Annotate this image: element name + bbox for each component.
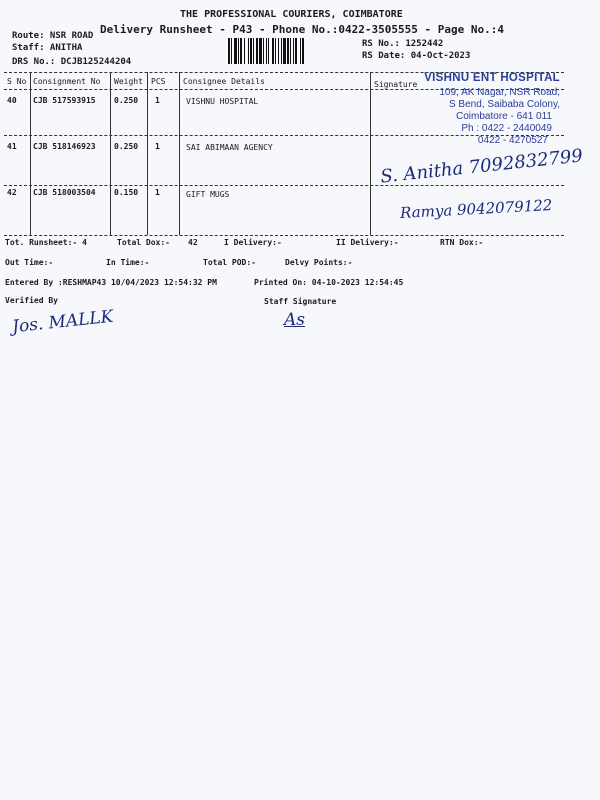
stamp-hospital-name: VISHNU ENT HOSPITAL [424,72,560,84]
handwritten-signature-row42: Ramya 9042079122 [399,196,553,222]
total-pod: Total POD:- [203,258,256,267]
col-header-signature: Signature [374,80,418,89]
row-weight: 0.250 [114,142,139,151]
drs-number: DRS No.: DCJB125244204 [12,57,132,67]
col-divider [110,72,111,235]
row-rule [4,185,564,186]
runsheet-title: Delivery Runsheet - P43 - Phone No.:0422-3505555 - Page No.:4 [100,23,504,36]
out-time: Out Time:- [5,258,54,267]
col-header-sno: S No [7,77,27,86]
delvy-points: Delvy Points:- [285,258,353,267]
row-consignment: CJB 518003504 [33,188,96,197]
barcode [228,38,356,64]
row-pcs: 1 [155,188,160,197]
stamp-line: Coimbatore - 641 011 [456,111,552,122]
row-consignment: CJB 517593915 [33,96,96,105]
staff-signature-label: Staff Signature [264,297,337,306]
route-label: Route: NSR ROAD [12,31,94,41]
col-divider [370,72,371,235]
col-header-consignment: Consignment No [33,77,101,86]
row-pcs: 1 [155,96,160,105]
entered-by: Entered By :RESHMAP43 10/04/2023 12:54:32 PM [5,278,217,287]
row-weight: 0.250 [114,96,139,105]
col-header-weight: Weight [114,77,143,86]
row-pcs: 1 [155,142,160,151]
total-runsheet: Tot. Runsheet:- 4 [5,238,87,247]
staff-label: Staff: ANITHA [12,43,83,53]
row-consignee: SAI ABIMAAN AGENCY [186,143,273,152]
col-divider [179,72,180,235]
total-dox-value: 42 [188,238,198,247]
col-header-consignee: Consignee Details [183,77,265,86]
stamp-line: 0422 - 4270527 [477,135,548,146]
verified-by-label: Verified By [5,296,58,305]
stamp-line: Ph : 0422 - 2440049 [461,123,552,134]
col-header-pcs: PCS [151,77,166,86]
row-sno: 42 [7,188,17,197]
company-title: THE PROFESSIONAL COURIERS, COIMBATORE [180,9,403,20]
table-bottom-rule [4,235,564,236]
ii-delivery: II Delivery:- [336,238,399,247]
printed-on: Printed On: 04-10-2023 12:54:45 [254,278,404,287]
col-divider [30,72,31,235]
stamp-line: S Bend, Saibaba Colony, [448,99,560,110]
row-sno: 40 [7,96,17,105]
i-delivery: I Delivery:- [224,238,282,247]
col-divider [147,72,148,235]
row-consignee: GIFT MUGS [186,190,230,199]
in-time: In Time:- [106,258,150,267]
rtn-dox: RTN Dox:- [440,238,484,247]
row-consignment: CJB 518146923 [33,142,96,151]
rs-number: RS No.: 1252442 [362,39,444,49]
row-weight: 0.150 [114,188,139,197]
staff-signature-mark: As [284,310,306,330]
handwritten-signature-row41: S. Anitha 7092832799 [379,145,584,188]
verified-by-signature: Jos. MALLK [11,306,115,338]
stamp-line: 109, AK Nagar, NSR Road, [439,87,560,98]
total-dox-label: Total Dox:- [117,238,170,247]
rs-date: RS Date: 04-Oct-2023 [362,51,471,61]
row-sno: 41 [7,142,17,151]
row-consignee: VISHNU HOSPITAL [186,97,259,106]
